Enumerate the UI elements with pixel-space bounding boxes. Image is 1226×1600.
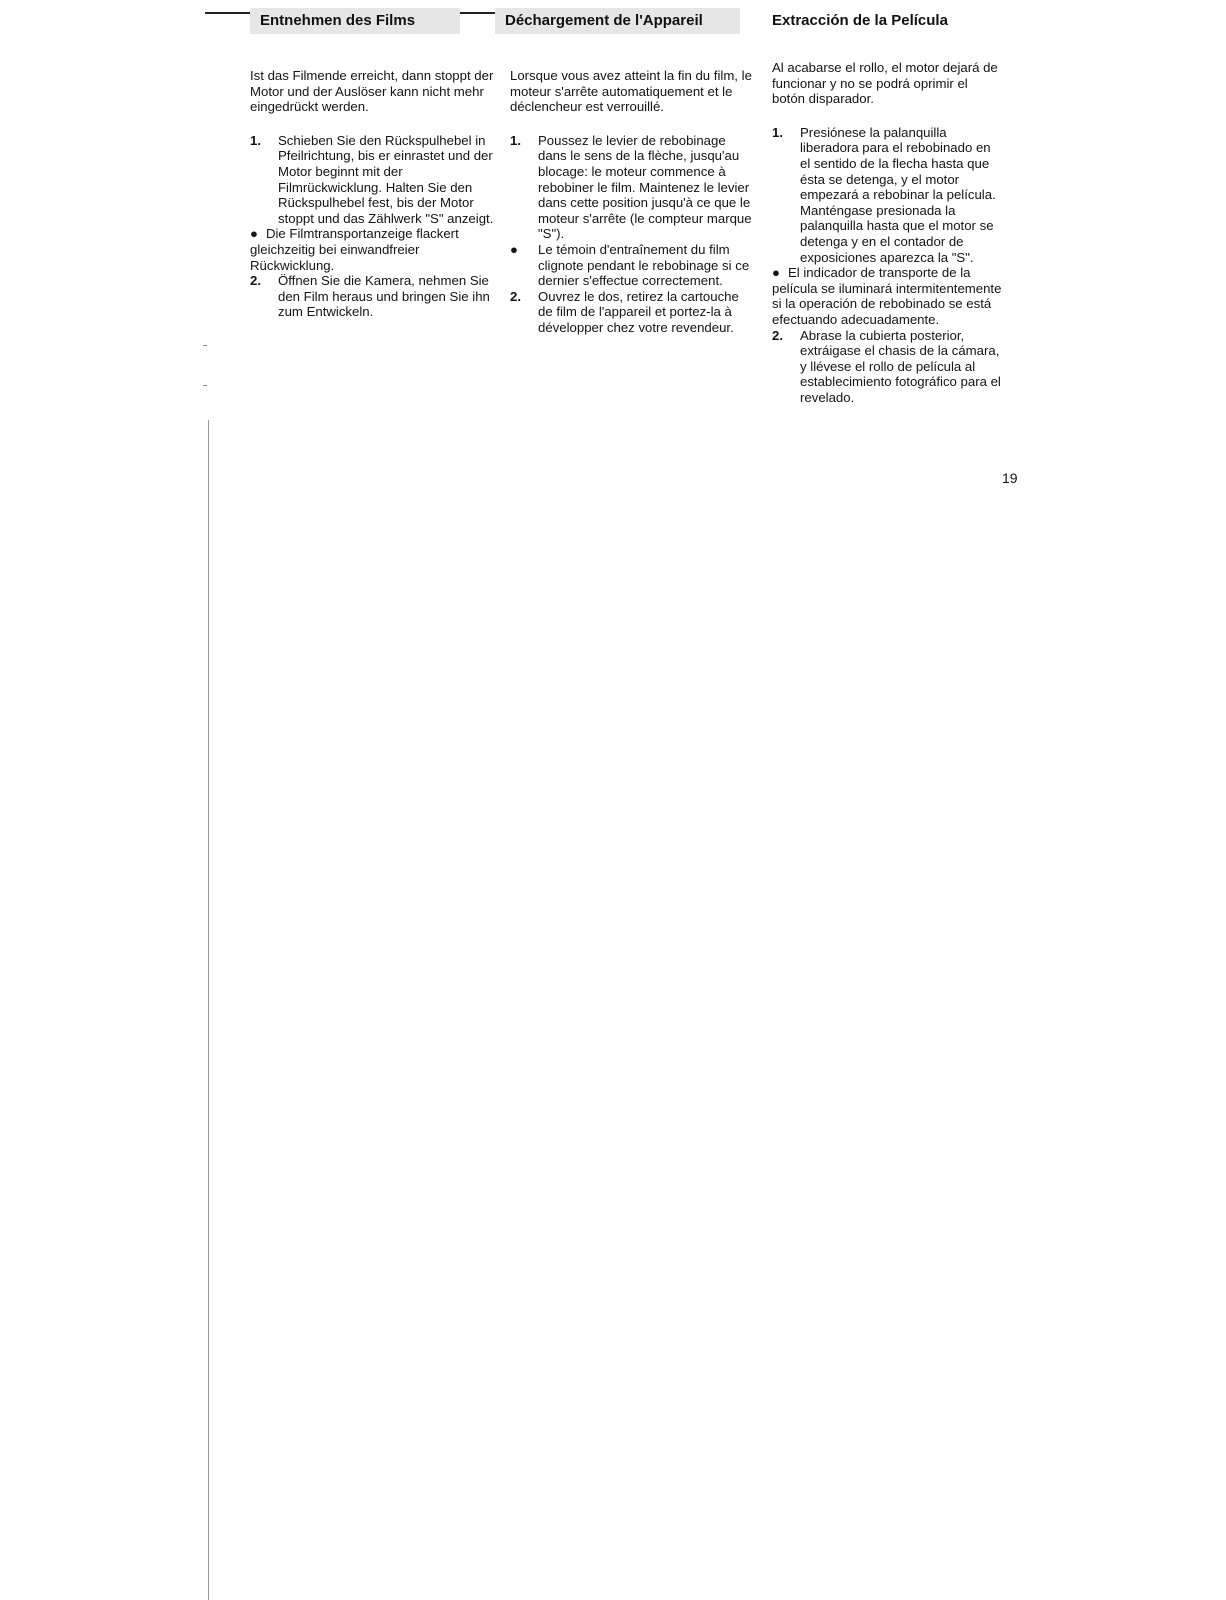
binding-edge-line — [208, 420, 209, 1600]
margin-tick-mark — [203, 385, 207, 386]
step-number: 2. — [510, 288, 521, 304]
german-bullet-note — [250, 226, 495, 273]
page-number: 19 — [1002, 470, 1018, 486]
french-bullet-note — [510, 242, 755, 289]
step-text: Öffnen Sie die Kamera, nehmen Sie den Film heraus und bringen Sie ihn zum Entwickeln. — [278, 273, 490, 320]
french-step-2 — [510, 289, 755, 336]
french-intro: Lorsque vous avez atteint la fin du film, le moteur s'arrête automatiquement et le déclencheur est verrouillé. — [510, 68, 752, 115]
step-text: Ouvrez le dos, retirez la cartouche de film de l'appareil et portez-la à développer chez votre revendeur. — [538, 288, 739, 335]
bullet-text: Le témoin d'entraînement du film clignote pendant le rebobinage si ce dernier s'effectue correctement. — [538, 241, 750, 289]
german-step-2 — [250, 273, 495, 320]
french-column — [510, 68, 755, 336]
bullet-text: El indicador de transporte de la película se iluminará intermitentemente si la operación de rebobinado se está efectuando adecuadamente. — [772, 265, 1002, 327]
step-text: Poussez le levier de rebobinage dans le sens de la flèche, jusqu'au blocage: le moteur commence à rebobiner le film. Maintenez le levier dans cette position jusqu'à ce que le moteur s'arrête (le compteur marque "S"). — [538, 132, 752, 242]
heading-spanish: Extracción de la Película — [772, 12, 948, 29]
french-step-1 — [510, 133, 755, 242]
spanish-step-1 — [772, 125, 1004, 265]
german-step-1 — [250, 133, 495, 227]
heading-german: Entnehmen des Films — [250, 8, 460, 34]
bullet-icon: ● — [772, 265, 780, 281]
spanish-step-2 — [772, 328, 1004, 406]
step-number: 1. — [510, 132, 521, 148]
bullet-text: Die Filmtransportanzeige flackert gleichzeitig bei einwandfreier Rückwicklung. — [250, 226, 459, 273]
bullet-icon: ● — [250, 226, 258, 242]
spanish-intro: Al acabarse el rollo, el motor dejará de funcionar y no se podrá oprimir el botón disparador. — [772, 60, 998, 107]
step-number: 2. — [250, 273, 261, 289]
step-text: Abrase la cubierta posterior, extráigase el chasis de la cámara, y llévese el rollo de película al establecimiento fotográfico para el revelado. — [800, 327, 1001, 405]
step-number: 1. — [772, 124, 783, 140]
step-text: Schieben Sie den Rückspulhebel in Pfeilrichtung, bis er einrastet und der Motor beginnt mit der Filmrückwicklung. Halten Sie den Rückspulhebel fest, bis der Motor stoppt und das Zählwerk "S" anzeigt. — [278, 132, 494, 226]
step-number: 1. — [250, 132, 261, 148]
spanish-bullet-note — [772, 265, 1004, 327]
spanish-column — [772, 60, 1004, 405]
german-intro: Ist das Filmende erreicht, dann stoppt der Motor und der Auslöser kann nicht mehr eingedrückt werden. — [250, 68, 494, 115]
step-number: 2. — [772, 327, 783, 343]
german-column — [250, 68, 495, 320]
step-text: Presiónese la palanquilla liberadora para el rebobinado en el sentido de la flecha hasta que ésta se detenga, y el motor empezará a rebobinar la película. Manténgase presionada la palanquilla hasta que el motor se detenga y en el contador de exposiciones aparezca la "S". — [800, 124, 996, 265]
margin-tick-mark — [203, 345, 207, 346]
bullet-icon: ● — [510, 241, 518, 257]
heading-french: Déchargement de l'Appareil — [495, 8, 740, 34]
